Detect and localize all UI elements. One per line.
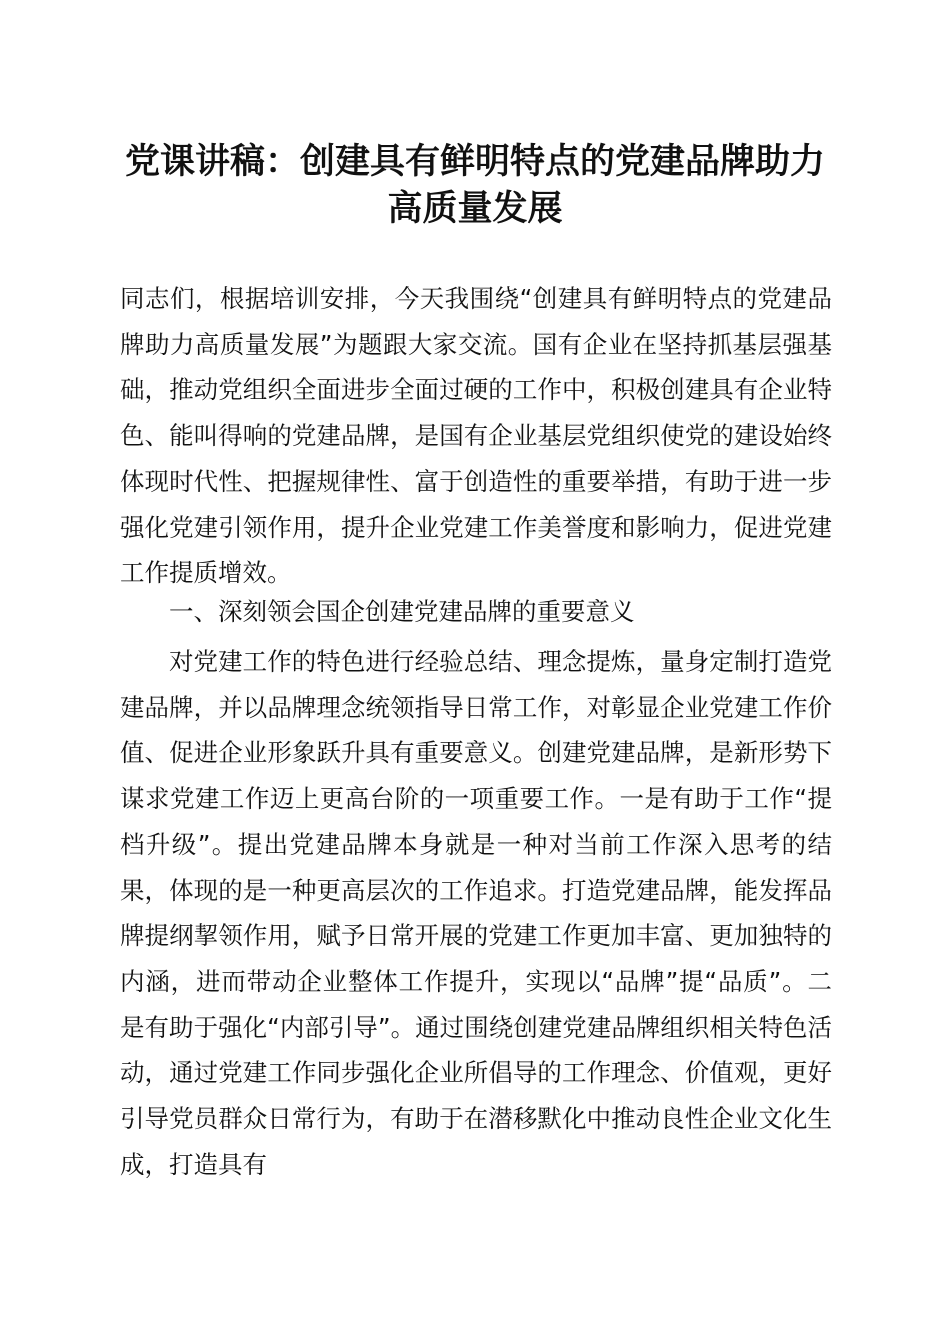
document-title-line1: 党课讲稿：创建具有鲜明特点的党建品牌助力 [124, 141, 825, 182]
section1-paragraph: 对党建工作的特色进行经验总结、理念提炼，量身定制打造党建品牌，并以品牌理念统领指导日常工作，对彰显企业党建工作价值、促进企业形象跃升具有重要意义。创建党建品牌，是新形势下谋求党建工作迈上更高台阶的一项重要工作。一是有助于工作“提档升级”。提出党建品牌本身就是一种对当前工作深入思考的结果，体现的是一种更高层次的工作追求。打造党建品牌，能发挥品牌提纲挈领作用，赋予日常开展的党建工作更加丰富、更加独特的内涵，进而带动企业整体工作提升，实现以“品牌”提“品质”。二是有助于强化“内部引导”。通过围绕创建党建品牌组织相关特色活动，通过党建工作同步强化企业所倡导的工作理念、价值观，更好引导党员群众日常行为，有助于在潜移默化中推动良性企业文化生成，打造具有 [120, 647, 832, 1179]
section-heading-1: 一、深刻领会国企创建党建品牌的重要意义 [169, 597, 635, 626]
document-title-line2: 高质量发展 [387, 188, 563, 229]
intro-paragraph: 同志们，根据培训安排，今天我围绕“创建具有鲜明特点的党建品牌助力高质量发展”为题跟大家交流。国有企业在坚持抓基层强基础，推动党组织全面进步全面过硬的工作中，积极创建具有企业特色、能叫得响的党建品牌，是国有企业基层党组织使党的建设始终体现时代性、把握规律性、富于创造性的重要举措，有助于进一步强化党建引领作用，提升企业党建工作美誉度和影响力，促进党建工作提质增效。 [120, 284, 832, 588]
